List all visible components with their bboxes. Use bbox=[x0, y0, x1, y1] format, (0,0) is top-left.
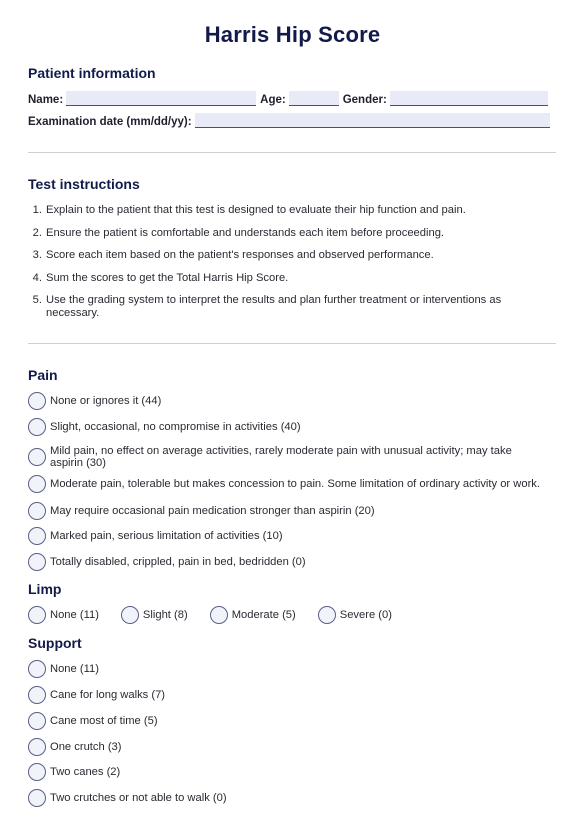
pain-option[interactable]: None or ignores it (44) bbox=[28, 392, 161, 410]
limp-option[interactable]: Slight (8) bbox=[121, 606, 188, 624]
radio-button[interactable] bbox=[28, 686, 46, 704]
radio-button[interactable] bbox=[28, 392, 46, 410]
support-option[interactable]: Cane most of time (5) bbox=[28, 712, 158, 730]
name-field[interactable] bbox=[66, 91, 256, 106]
gender-field[interactable] bbox=[390, 91, 548, 106]
exam-date-field[interactable] bbox=[195, 113, 550, 128]
radio-button[interactable] bbox=[28, 448, 46, 466]
page-title: Harris Hip Score bbox=[204, 22, 381, 47]
limp-heading: Limp bbox=[28, 581, 62, 597]
gender-label: Gender: bbox=[342, 94, 387, 106]
pain-option[interactable]: May require occasional pain medication stronger than aspirin (20) bbox=[28, 502, 375, 520]
radio-button[interactable] bbox=[28, 418, 46, 436]
list-item: 4. Sum the scores to get the Total Harris Hip Score. bbox=[32, 271, 289, 284]
support-option[interactable]: None (11) bbox=[28, 660, 99, 678]
radio-button[interactable] bbox=[28, 475, 46, 493]
radio-button[interactable] bbox=[121, 606, 139, 624]
radio-button[interactable] bbox=[28, 789, 46, 807]
age-field[interactable] bbox=[289, 91, 339, 106]
instructions-list bbox=[28, 204, 548, 330]
radio-button[interactable] bbox=[28, 763, 46, 781]
radio-button[interactable] bbox=[28, 738, 46, 756]
limp-options bbox=[28, 606, 414, 624]
exam-date-row bbox=[28, 113, 554, 128]
radio-button[interactable] bbox=[318, 606, 336, 624]
pain-option[interactable]: Totally disabled, crippled, pain in bed, bedridden (0) bbox=[28, 553, 306, 571]
radio-button[interactable] bbox=[28, 712, 46, 730]
pain-option[interactable]: Slight, occasional, no compromise in activities (40) bbox=[28, 418, 301, 436]
patient-fields-row bbox=[28, 91, 552, 106]
radio-button[interactable] bbox=[28, 606, 46, 624]
support-option[interactable]: Cane for long walks (7) bbox=[28, 686, 165, 704]
divider bbox=[28, 343, 556, 344]
support-option[interactable]: Two canes (2) bbox=[28, 763, 120, 781]
list-item: 3. Score each item based on the patient's responses and observed performance. bbox=[32, 249, 434, 261]
instructions-heading: Test instructions bbox=[28, 176, 140, 192]
patient-info-heading: Patient information bbox=[28, 65, 156, 81]
pain-option[interactable]: Mild pain, no effect on average activities, rarely moderate pain with unusual activity; may take aspirin (30) bbox=[28, 445, 528, 469]
name-label: Name: bbox=[28, 94, 64, 106]
pain-heading: Pain bbox=[28, 367, 58, 383]
radio-button[interactable] bbox=[28, 527, 46, 545]
limp-option[interactable]: Moderate (5) bbox=[210, 606, 296, 624]
list-item: 1. Explain to the patient that this test is designed to evaluate their hip function and pain. bbox=[32, 204, 466, 216]
list-item: 5. Use the grading system to interpret the results and plan further treatment or interventions as necessary. bbox=[32, 294, 502, 319]
limp-option[interactable]: None (11) bbox=[28, 606, 99, 624]
list-item: 2. Ensure the patient is comfortable and understands each item before proceeding. bbox=[32, 226, 445, 239]
support-option[interactable]: One crutch (3) bbox=[28, 738, 122, 756]
divider bbox=[28, 152, 556, 153]
pain-option[interactable]: Moderate pain, tolerable but makes concession to pain. Some limitation of ordinary activity or work. bbox=[28, 475, 540, 493]
support-heading: Support bbox=[28, 635, 82, 651]
radio-button[interactable] bbox=[28, 502, 46, 520]
limp-option[interactable]: Severe (0) bbox=[318, 606, 392, 624]
radio-button[interactable] bbox=[210, 606, 228, 624]
radio-button[interactable] bbox=[28, 553, 46, 571]
exam-date-label: Examination date (mm/dd/yy): bbox=[28, 116, 192, 128]
pain-option[interactable]: Marked pain, serious limitation of activities (10) bbox=[28, 527, 283, 545]
age-label: Age: bbox=[260, 94, 286, 106]
radio-button[interactable] bbox=[28, 660, 46, 678]
support-option[interactable]: Two crutches or not able to walk (0) bbox=[28, 789, 227, 807]
